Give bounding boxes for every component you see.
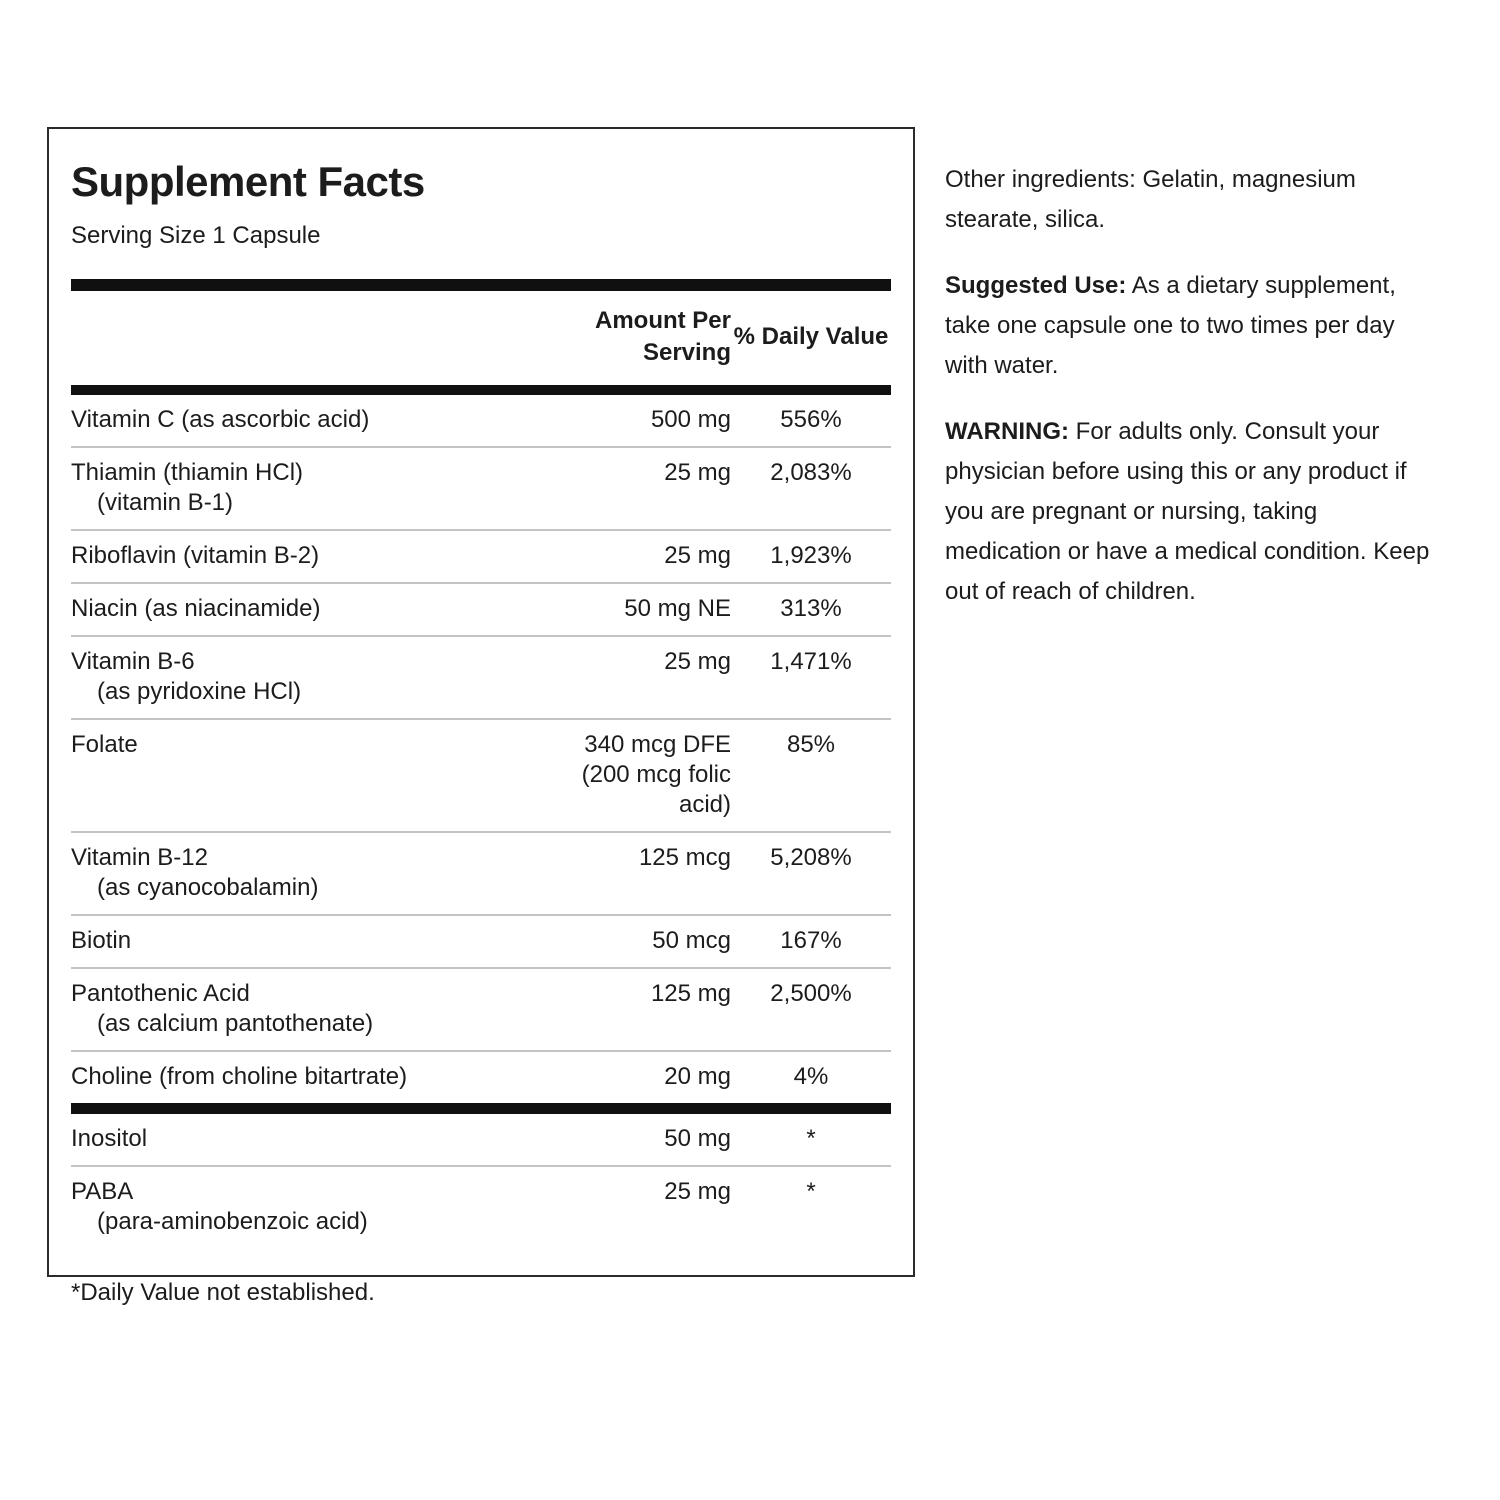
other-ingredients-label: Other ingredients: [945,166,1136,193]
warning-label: WARNING: [945,418,1069,445]
section-divider [71,385,891,395]
table-row [71,914,891,967]
section-divider [71,1103,891,1114]
nutrient-dv: 313% [780,595,842,622]
serving-size: Serving Size 1 Capsule [71,222,321,249]
section-divider [71,279,891,291]
nutrient-dv: 5,208% [770,844,852,871]
nutrient-dv: 85% [786,731,836,758]
nutrient-amount: 20 mg [664,1063,731,1090]
nutrient-name: Vitamin B-12 (as cyanocobalamin) [71,844,319,901]
warning-paragraph [945,412,1437,612]
table-row [71,1114,891,1165]
table-row [71,635,891,718]
table-row [71,529,891,582]
right-panel [945,160,1437,638]
other-ingredients-text: Gelatin, magnesium stearate, silica. [945,166,1356,233]
nutrient-dv: 1,471% [770,648,852,675]
suggested-use-label: Suggested Use: [945,272,1127,299]
table-row [71,967,891,1050]
other-ingredients-paragraph [945,160,1437,240]
daily-value-footnote: *Daily Value not established. [71,1279,375,1306]
nutrient-name: Vitamin C (as ascorbic acid) [71,406,370,433]
daily-value-header: % Daily Value [733,323,889,350]
table-row [71,1050,891,1103]
nutrient-name: Choline (from choline bitartrate) [71,1063,408,1090]
table-row [71,395,891,446]
nutrient-name: Riboflavin (vitamin B-2) [71,542,320,569]
table-header [71,291,891,385]
table-row [71,1165,891,1248]
nutrient-dv: 2,500% [770,980,852,1007]
nutrient-dv: 556% [780,406,842,433]
supplement-facts-panel [47,127,915,1306]
nutrient-name: Biotin [71,927,132,954]
nutrient-amount: 50 mcg [652,927,731,954]
nutrient-name: PABA (para-aminobenzoic acid) [71,1178,368,1235]
nutrient-amount: 500 mg [650,406,731,433]
amount-per-serving-header: Amount Per Serving [594,307,731,366]
table-row [71,446,891,529]
table-row [71,831,891,914]
suggested-use-text: As a dietary supplement, take one capsule one to two times per day with water. [945,272,1396,379]
nutrient-amount: 125 mg [650,980,731,1007]
nutrient-dv: 1,923% [770,542,852,569]
facts-rows [71,395,891,1248]
nutrient-dv: 4% [793,1063,829,1090]
table-row [71,718,891,831]
nutrient-amount: 25 mg [664,459,731,486]
nutrient-amount: 125 mcg [638,844,731,871]
nutrient-dv: 2,083% [770,459,852,486]
warning-text: For adults only. Consult your physician before using this or any product if you are pregnant or nursing, taking medication or have a medical condition. Keep out of reach of children. [945,418,1430,605]
nutrient-dv: * [806,1125,816,1152]
nutrient-name: Vitamin B-6 (as pyridoxine HCl) [71,648,302,705]
nutrient-dv: * [806,1178,816,1205]
nutrient-name: Thiamin (thiamin HCl) (vitamin B-1) [71,459,304,516]
nutrient-amount: 25 mg [664,648,731,675]
nutrient-amount: 50 mg NE [624,595,731,622]
nutrient-name: Pantothenic Acid (as calcium pantothenate) [71,980,374,1037]
nutrient-amount: 340 mcg DFE (200 mcg folic acid) [581,731,731,818]
nutrient-amount: 25 mg [664,542,731,569]
nutrient-name: Niacin (as niacinamide) [71,595,321,622]
nutrient-name: Inositol [71,1125,148,1152]
nutrient-dv: 167% [780,927,842,954]
nutrient-amount: 25 mg [664,1178,731,1205]
nutrient-amount: 50 mg [664,1125,731,1152]
panel-title: Supplement Facts [71,158,425,205]
suggested-use-paragraph [945,266,1437,386]
nutrient-name: Folate [71,731,138,758]
table-row [71,582,891,635]
